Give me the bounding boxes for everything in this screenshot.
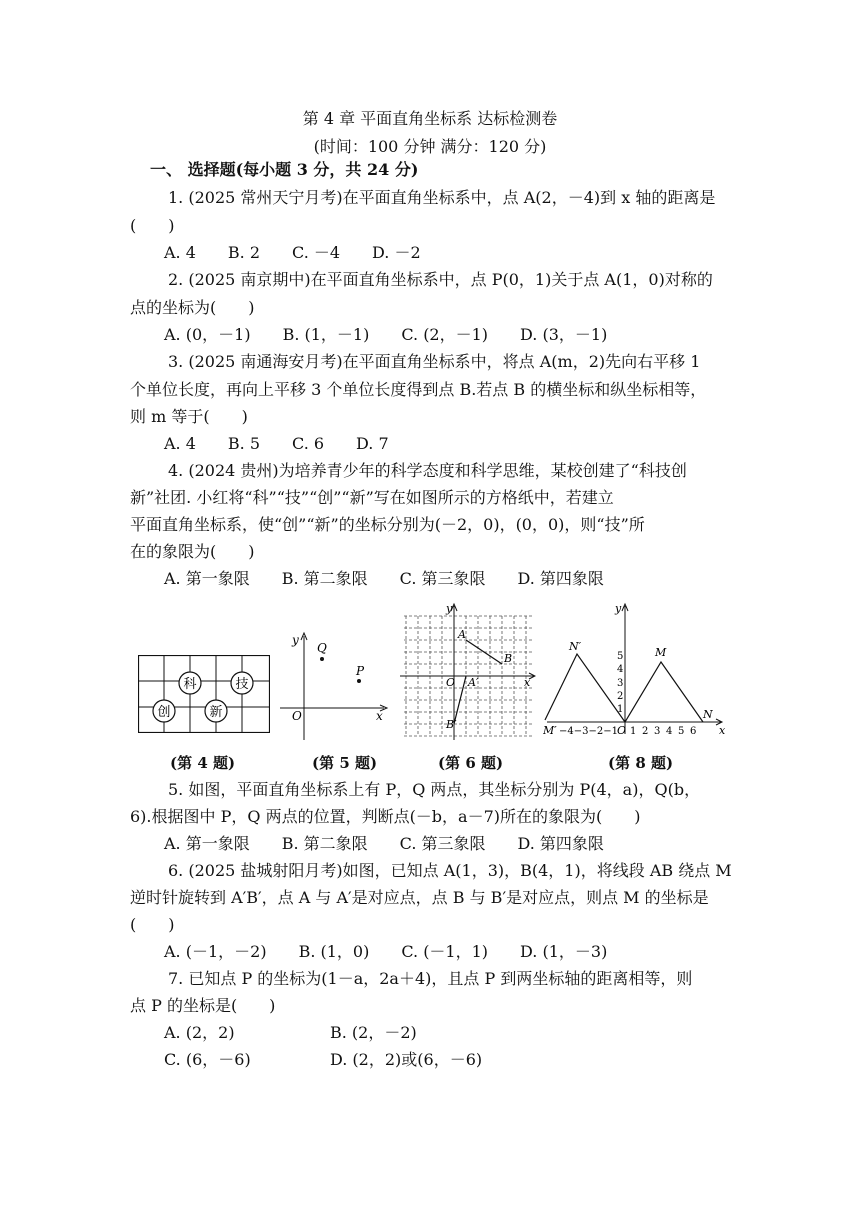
zigzag-line [545, 654, 703, 722]
x-tick-1: 1 [630, 726, 637, 737]
question-6-options: A. (－1，－2) B. (1，0) C. (－1，1) D. (1，－3) [164, 942, 608, 961]
question-6-line-1: 6. (2025 盐城射阳月考)如图，已知点 A(1，3)，B(4，1)，将线段 AB 绕点 M [168, 861, 732, 880]
question-3-line-1: 3. (2025 南通海安月考)在平面直角坐标系中，将点 A(m，2)先向右平移 1 [168, 352, 701, 371]
x-tick-3: 3 [654, 726, 661, 737]
point-b2-label: B′ [446, 718, 457, 731]
question-6-line-2: 逆时针旋转到 A′B′，点 A 与 A′是对应点，点 B 与 B′是对应点，则点 M 的坐标是 [130, 888, 709, 907]
y-tick-2: 2 [617, 691, 624, 702]
point-b-label: B [504, 652, 513, 665]
figure-8-plane [543, 600, 729, 740]
y-tick-1: 1 [617, 704, 624, 715]
axis-label-y: y [292, 633, 299, 647]
figure-8-caption: (第 8 题) [608, 754, 674, 772]
question-1-line-2: ( ) [130, 216, 175, 235]
point-a-label: A [458, 628, 466, 641]
question-7-line-1: 7. 已知点 P 的坐标为(1－a，2a＋4)，且点 P 到两坐标轴的距离相等，则 [168, 969, 693, 988]
point-q-label: Q [317, 641, 327, 655]
question-2-line-1: 2. (2025 南京期中)在平面直角坐标系中，点 P(0，1)关于点 A(1，0)对称的 [168, 270, 713, 289]
grid-char-xin: 新 [209, 705, 223, 720]
figure-4-caption: (第 4 题) [170, 754, 236, 772]
axis-label-x: x [376, 709, 383, 723]
question-4-line-3: 平面直角坐标系，使“创”“新”的坐标分别为(－2，0)，(0，0)，则“技”所 [130, 515, 645, 534]
question-7-line-2: 点 P 的坐标是( ) [130, 996, 276, 1015]
question-3-options: A. 4 B. 5 C. 6 D. 7 [164, 434, 389, 453]
question-3-line-3: 则 m 等于( ) [130, 407, 248, 426]
x-tick-2: 2 [642, 726, 649, 737]
question-1-options: A. 4 B. 2 C. －4 D. －2 [164, 243, 421, 262]
origin-label: O [617, 724, 627, 737]
point-m-label: M [655, 646, 667, 659]
question-3-line-2: 个单位长度，再向上平移 3 个单位长度得到点 B.若点 B 的横坐标和纵坐标相等， [130, 380, 707, 399]
section-heading: 一、 选择题(每小题 3 分，共 24 分) [150, 160, 419, 179]
figure-6-grid-plane [396, 602, 536, 742]
figure-5-plane [280, 630, 390, 742]
figure-6-caption: (第 6 题) [438, 754, 504, 772]
point-p [357, 679, 361, 683]
figure-4-grid [138, 655, 270, 733]
origin-label: O [446, 676, 456, 689]
x-tick-6: 6 [690, 726, 697, 737]
question-4-options: A. 第一象限 B. 第二象限 C. 第三象限 D. 第四象限 [164, 569, 604, 588]
grid-char-ji: 技 [235, 677, 249, 692]
y-tick-3: 3 [617, 678, 624, 689]
question-5-options: A. 第一象限 B. 第二象限 C. 第三象限 D. 第四象限 [164, 834, 604, 853]
axis-label-y: y [446, 602, 453, 615]
y-tick-4: 4 [617, 664, 624, 675]
question-7-option-d: D. (2，2)或(6，－6) [330, 1050, 483, 1069]
point-a2-label: A′ [468, 676, 479, 689]
question-5-line-1: 5. 如图，平面直角坐标系上有 P，Q 两点，其坐标分别为 P(4，a)，Q(b， [168, 780, 701, 799]
question-7-option-b: B. (2，－2) [330, 1023, 417, 1042]
question-2-line-2: 点的坐标为( ) [130, 298, 255, 317]
page-subtitle: (时间：100 分钟 满分：120 分) [313, 137, 547, 156]
x-ticks-negative: −4−3−2−1 [559, 726, 618, 737]
point-n-label: N [703, 708, 713, 721]
y-tick-5: 5 [617, 651, 624, 662]
question-2-options: A. (0，－1) B. (1，－1) C. (2，－1) D. (3，－1) [164, 325, 608, 344]
question-4-line-4: 在的象限为( ) [130, 542, 255, 561]
point-n1-label: N′ [569, 640, 582, 653]
question-4-line-2: 新”社团. 小红将“科”“技”“创”“新”写在如图所示的方格纸中，若建立 [130, 488, 614, 507]
grid-char-chuang: 创 [157, 705, 171, 720]
point-p-label: P [356, 664, 365, 678]
question-5-line-2: 6).根据图中 P，Q 两点的位置，判断点(－b，a－7)所在的象限为( ) [130, 807, 641, 826]
question-7-option-c: C. (6，－6) [164, 1050, 251, 1069]
point-m1-label: M′ [543, 724, 557, 737]
question-7-option-a: A. (2，2) [164, 1023, 235, 1042]
question-4-line-1: 4. (2024 贵州)为培养青少年的科学态度和科学思维，某校创建了“科技创 [168, 461, 687, 480]
axis-label-x: x [524, 676, 531, 689]
question-1-line-1: 1. (2025 常州天宁月考)在平面直角坐标系中，点 A(2，－4)到 x 轴的距离是 [168, 188, 716, 207]
page-title: 第 4 章 平面直角坐标系 达标检测卷 [302, 109, 558, 128]
x-tick-5: 5 [678, 726, 685, 737]
question-6-line-3: ( ) [130, 915, 175, 934]
grid-char-ke: 科 [183, 677, 197, 692]
figure-5-caption: (第 5 题) [312, 754, 378, 772]
x-tick-4: 4 [666, 726, 673, 737]
point-q [320, 657, 324, 661]
axis-label-x: x [719, 724, 726, 737]
axis-label-y: y [615, 602, 622, 615]
origin-label: O [292, 709, 302, 723]
